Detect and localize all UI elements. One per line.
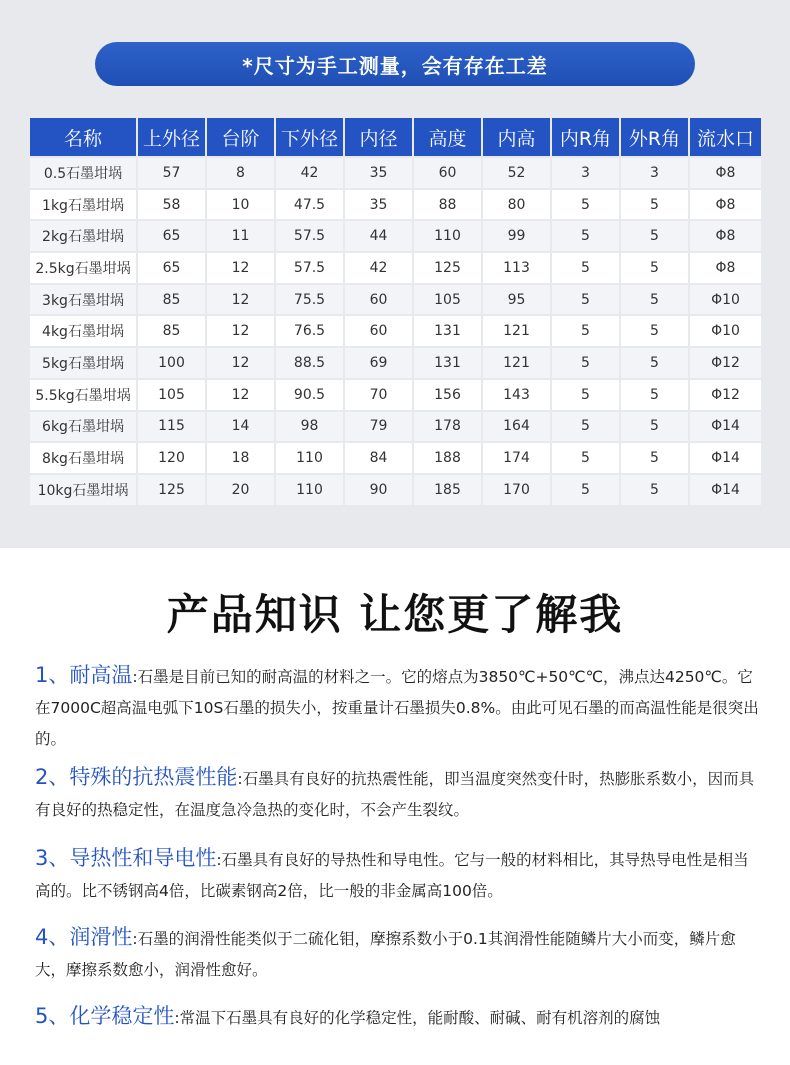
table-cell: 110 xyxy=(414,219,483,251)
table-cell-name: 8kg石墨坩埚 xyxy=(30,441,138,473)
col-header-step: 台阶 xyxy=(207,118,276,156)
table-cell: 58 xyxy=(138,188,207,220)
col-header-inner-r-angle: 内R角 xyxy=(552,118,621,156)
table-cell: 100 xyxy=(138,346,207,378)
knowledge-body: :常温下石墨具有良好的化学稳定性，能耐酸、耐碱、耐有机溶剂的腐蚀 xyxy=(174,1009,661,1027)
knowledge-heading: 1、耐高温 xyxy=(35,663,133,687)
table-cell-name: 6kg石墨坩埚 xyxy=(30,410,138,442)
table-cell: 185 xyxy=(414,473,483,505)
table-cell: 5 xyxy=(552,346,621,378)
table-cell: Φ8 xyxy=(690,251,761,283)
knowledge-heading: 2、特殊的抗热震性能 xyxy=(35,765,238,789)
table-cell: 10 xyxy=(207,188,276,220)
table-cell-name: 5.5kg石墨坩埚 xyxy=(30,378,138,410)
table-cell: 76.5 xyxy=(276,314,345,346)
table-row xyxy=(30,219,761,251)
table-row xyxy=(30,378,761,410)
col-header-height: 高度 xyxy=(414,118,483,156)
table-cell: 90 xyxy=(345,473,414,505)
table-cell-name: 2kg石墨坩埚 xyxy=(30,219,138,251)
table-cell: 99 xyxy=(483,219,552,251)
knowledge-body: :石墨具有良好的导热性和导电性。它与一般的材料相比，其导热导电性是相当高的。比不锈钢高4倍，比碳素钢高2倍，比一般的非金属高100倍。 xyxy=(35,851,749,900)
table-cell: 88 xyxy=(414,188,483,220)
table-cell: 42 xyxy=(345,251,414,283)
table-cell: 70 xyxy=(345,378,414,410)
table-cell: 12 xyxy=(207,251,276,283)
table-cell: 35 xyxy=(345,188,414,220)
table-cell: 5 xyxy=(621,441,690,473)
table-cell-name: 0.5石墨坩埚 xyxy=(30,156,138,188)
table-row xyxy=(30,156,761,188)
knowledge-heading: 4、润滑性 xyxy=(35,925,133,949)
knowledge-body: :石墨具有良好的抗热震性能，即当温度突然变什时，热膨胀系数小，因而具有良好的热稳定性，在温度急冷急热的变化时，不会产生裂纹。 xyxy=(35,770,755,819)
table-cell: 5 xyxy=(552,378,621,410)
table-cell: 12 xyxy=(207,283,276,315)
table-cell: Φ14 xyxy=(690,410,761,442)
col-header-bottom-outer-diameter: 下外径 xyxy=(276,118,345,156)
table-header-row xyxy=(30,118,761,156)
table-cell: 80 xyxy=(483,188,552,220)
table-cell-name: 5kg石墨坩埚 xyxy=(30,346,138,378)
table-cell: 12 xyxy=(207,378,276,410)
table-cell: 98 xyxy=(276,410,345,442)
table-cell: 90.5 xyxy=(276,378,345,410)
table-cell: 5 xyxy=(621,188,690,220)
table-cell: 85 xyxy=(138,283,207,315)
knowledge-body: :石墨的润滑性能类似于二硫化钼，摩擦系数小于0.1其润滑性能随鳞片大小而变，鳞片愈大，摩擦系数愈小，润滑性愈好。 xyxy=(35,930,736,979)
knowledge-item-conductivity xyxy=(35,843,760,907)
table-cell: 5 xyxy=(621,219,690,251)
table-cell: Φ12 xyxy=(690,346,761,378)
table-cell: 44 xyxy=(345,219,414,251)
table-cell: 65 xyxy=(138,219,207,251)
crucible-spec-table xyxy=(30,118,761,505)
table-cell-name: 3kg石墨坩埚 xyxy=(30,283,138,315)
table-cell: 5 xyxy=(552,410,621,442)
table-cell: 42 xyxy=(276,156,345,188)
table-cell: 35 xyxy=(345,156,414,188)
table-cell: Φ8 xyxy=(690,156,761,188)
col-header-inner-height: 内高 xyxy=(483,118,552,156)
table-cell: 5 xyxy=(552,188,621,220)
table-cell: 115 xyxy=(138,410,207,442)
table-cell: Φ8 xyxy=(690,219,761,251)
table-cell: Φ14 xyxy=(690,473,761,505)
table-cell: 95 xyxy=(483,283,552,315)
table-cell: Φ12 xyxy=(690,378,761,410)
table-cell: 5 xyxy=(552,441,621,473)
table-cell: 12 xyxy=(207,346,276,378)
table-cell: 5 xyxy=(621,410,690,442)
table-cell: 174 xyxy=(483,441,552,473)
table-row xyxy=(30,251,761,283)
table-cell: 5 xyxy=(621,378,690,410)
table-cell: 120 xyxy=(138,441,207,473)
table-cell: 125 xyxy=(138,473,207,505)
table-cell: 14 xyxy=(207,410,276,442)
knowledge-heading: 3、导热性和导电性 xyxy=(35,846,217,870)
table-row xyxy=(30,283,761,315)
knowledge-item-heat-resistance xyxy=(35,660,760,755)
table-body xyxy=(30,156,761,505)
table-cell: 170 xyxy=(483,473,552,505)
table-cell: 84 xyxy=(345,441,414,473)
table-cell: 105 xyxy=(414,283,483,315)
table-cell: 8 xyxy=(207,156,276,188)
table-cell: 110 xyxy=(276,473,345,505)
table-cell: 20 xyxy=(207,473,276,505)
table-cell: 188 xyxy=(414,441,483,473)
table-cell: 113 xyxy=(483,251,552,283)
table-row xyxy=(30,473,761,505)
table-cell: 5 xyxy=(552,219,621,251)
col-header-name: 名称 xyxy=(30,118,138,156)
table-cell: Φ8 xyxy=(690,188,761,220)
table-cell-name: 4kg石墨坩埚 xyxy=(30,314,138,346)
section-title: 产品知识 让您更了解我 xyxy=(166,590,624,639)
table-cell: 105 xyxy=(138,378,207,410)
table-cell: 12 xyxy=(207,314,276,346)
col-header-pour-spout: 流水口 xyxy=(690,118,761,156)
table-cell: 5 xyxy=(552,283,621,315)
table-cell: 3 xyxy=(621,156,690,188)
table-cell: 60 xyxy=(345,283,414,315)
table-cell: Φ14 xyxy=(690,441,761,473)
knowledge-heading: 5、化学稳定性 xyxy=(35,1004,175,1028)
measurement-notice-banner: *尺寸为手工测量，会有存在工差 xyxy=(95,42,695,86)
table-cell: 57 xyxy=(138,156,207,188)
table-cell: 69 xyxy=(345,346,414,378)
table-cell: 85 xyxy=(138,314,207,346)
table-row xyxy=(30,346,761,378)
table-cell: 131 xyxy=(414,346,483,378)
table-cell: Φ10 xyxy=(690,283,761,315)
table-cell: 79 xyxy=(345,410,414,442)
table-cell: 5 xyxy=(552,314,621,346)
table-cell: 5 xyxy=(621,314,690,346)
col-header-inner-diameter: 内径 xyxy=(345,118,414,156)
table-cell: 5 xyxy=(621,473,690,505)
table-cell: 11 xyxy=(207,219,276,251)
table-cell: 52 xyxy=(483,156,552,188)
table-cell-name: 10kg石墨坩埚 xyxy=(30,473,138,505)
table-cell: 143 xyxy=(483,378,552,410)
knowledge-item-chemical-stability xyxy=(35,1001,760,1034)
table-cell: 47.5 xyxy=(276,188,345,220)
table-cell: 60 xyxy=(414,156,483,188)
table-cell: 5 xyxy=(621,251,690,283)
table-cell: 121 xyxy=(483,314,552,346)
table-cell: 5 xyxy=(621,346,690,378)
knowledge-body: :石墨是目前已知的耐高温的材料之一。它的熔点为3850℃+50℃℃，沸点达4250℃。它在7000C超高温电弧下10S石墨的损失小，按重量计石墨损失0.8%。由此可见石墨的而高温性能是很突出的。 xyxy=(35,668,759,748)
table-cell: Φ10 xyxy=(690,314,761,346)
table-cell: 178 xyxy=(414,410,483,442)
table-row xyxy=(30,410,761,442)
table-cell: 57.5 xyxy=(276,251,345,283)
table-cell: 75.5 xyxy=(276,283,345,315)
table-cell: 18 xyxy=(207,441,276,473)
table-cell: 57.5 xyxy=(276,219,345,251)
table-cell: 65 xyxy=(138,251,207,283)
table-cell: 5 xyxy=(621,283,690,315)
table-cell: 88.5 xyxy=(276,346,345,378)
col-header-outer-r-angle: 外R角 xyxy=(621,118,690,156)
table-cell-name: 2.5kg石墨坩埚 xyxy=(30,251,138,283)
table-cell: 5 xyxy=(552,251,621,283)
table-cell: 5 xyxy=(552,473,621,505)
table-cell: 156 xyxy=(414,378,483,410)
table-cell: 164 xyxy=(483,410,552,442)
table-row xyxy=(30,188,761,220)
knowledge-item-lubricity xyxy=(35,922,760,986)
knowledge-item-thermal-shock xyxy=(35,762,760,826)
table-row xyxy=(30,441,761,473)
table-cell: 110 xyxy=(276,441,345,473)
table-cell: 131 xyxy=(414,314,483,346)
table-cell: 60 xyxy=(345,314,414,346)
col-header-top-outer-diameter: 上外径 xyxy=(138,118,207,156)
table-cell: 125 xyxy=(414,251,483,283)
table-cell: 121 xyxy=(483,346,552,378)
table-cell: 3 xyxy=(552,156,621,188)
table-row xyxy=(30,314,761,346)
table-cell-name: 1kg石墨坩埚 xyxy=(30,188,138,220)
